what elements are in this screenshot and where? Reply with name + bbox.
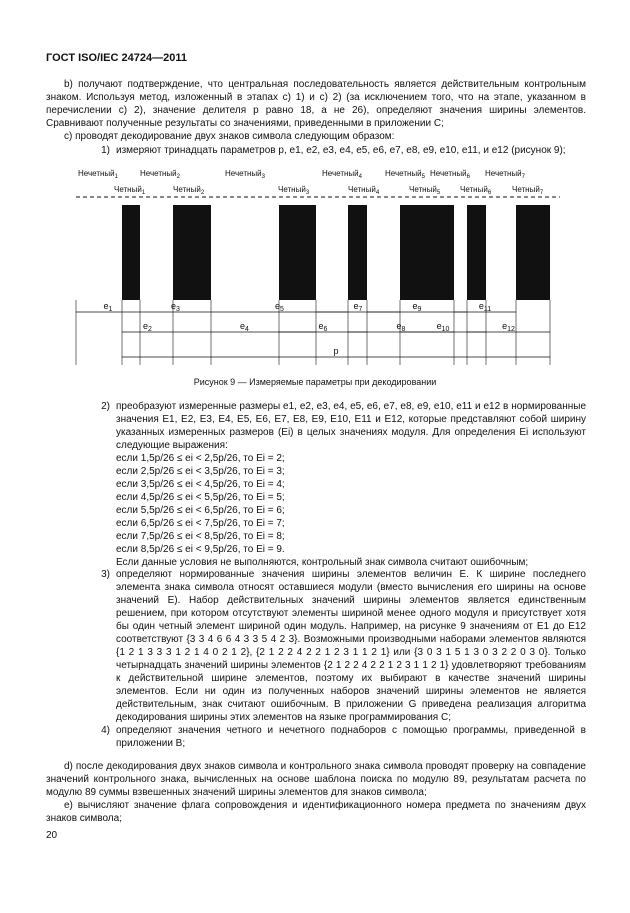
item-number: 1) (101, 145, 110, 156)
dimension-label: $e_7$ (353, 301, 363, 313)
even-label: Четный$_4$ (348, 185, 380, 196)
odd-label: Нечетный$_7$ (485, 169, 525, 180)
bar (279, 205, 316, 300)
dimensions-group (76, 300, 550, 365)
bar (400, 205, 454, 300)
list-item-3 (46, 568, 586, 750)
dimension-label: $e_5$ (275, 301, 284, 313)
even-label: Четный$_1$ (114, 185, 146, 196)
item-number: 2) (101, 401, 110, 412)
condition-line: если 8,5p/26 ≤ ei < 9,5p/26, то Ei = 9. (116, 544, 285, 555)
even-label: Четный$_3$ (278, 185, 310, 196)
figure-caption: Рисунок 9 — Измеряемые параметры при декодировании (193, 377, 437, 387)
dimension-label: $e_3$ (171, 301, 180, 313)
condition-line: если 3,5p/26 ≤ ei < 4,5p/26, то Ei = 4; (116, 479, 285, 490)
dimension-label: $e_6$ (318, 321, 328, 333)
bar (122, 205, 140, 300)
item-text: определяют нормированные значения ширины элементов величин E. К ширине последнего элемента знака символа относят оставшиеся модули (вместо вычисления его ширины на основе значений E). Набор действительных значений ширины элементов является единственным решением, при котором отсутствуют элементы шириной менее одного модуля и присутствует хотя бы один четный элемент шириной один модуль. Например, на рисунке 9 значениям от E1 до E12 соответствуют {3 3 4 6 6 4 3 3 5 4 2 3}. Возможными производными наборами элементов являются {1 2 1 3 3 3 1 2 1 4 0 2 1 2}, {2 1 2 2 4 2 2 1 2 3 1 1 2 1} или {3 0 3 1 5 1 3 0 3 2 2 0 3 0}. Только четырнадцать значений ширины элементов {2 1 2 2 4 2 2 1 2 3 1 1 2 1} удовлетворяют требованиям к действительной ширине элементов, поэтому их выбирают в качестве значений ширины элементов. Если ни один из полученных наборов значений ширины элементов не является действительным, знак считают ошибочным. В приложении G приведена реализация алгоритма декодирования ширины этих элементов на языке программирования C; (116, 569, 586, 723)
condition-line: если 4,5p/26 ≤ ei < 5,5p/26, то Ei = 5; (116, 492, 285, 503)
condition-line: если 5,5p/26 ≤ ei < 6,5p/26, то Ei = 6; (116, 505, 285, 516)
bars-group (76, 197, 560, 300)
dimension-label: $e_1$ (103, 301, 113, 313)
paragraph-c: c) проводят декодирование двух знаков символа следующим образом: (64, 131, 395, 142)
bar (467, 205, 486, 300)
labels-group (78, 169, 544, 196)
even-label: Четный$_6$ (460, 185, 492, 196)
dimension-label: $e_9$ (412, 301, 422, 313)
paragraph-e: e) вычисляют значение флага сопровождения и идентификационного номера предмета по значениям двух знаков символа; (46, 800, 586, 824)
conditions-list (46, 452, 586, 556)
condition-line: если 1,5p/26 ≤ ei < 2,5p/26, то Ei = 2; (116, 453, 285, 464)
bar (173, 205, 211, 300)
item-text: определяют значения четного и нечетного поднаборов с помощью программы, приведенной в приложении B; (116, 725, 586, 749)
item-number: 3) (101, 569, 110, 580)
paragraph-b: b) получают подтверждение, что центральная последовательность является действительным контрольным знаком. Используя метод, изложенный в этапах c) 1) и c) 2) (за исключением того, что на этапе, указанном в перечислении c) 2), значение делителя p равно 18, а не 26), определяют значения ширины элементов. Сравнивают полученные результаты со значениями, приведенными в приложении С; (46, 79, 586, 129)
dimension-label: $e_{12}$ (502, 321, 515, 333)
odd-label: Нечетный$_2$ (140, 169, 180, 180)
dimension-label: $e_8$ (396, 321, 406, 333)
list-item-2 (46, 400, 586, 569)
page-number: 20 (46, 830, 58, 841)
condition-line: если 7,5p/26 ≤ ei < 8,5p/26, то Ei = 8; (116, 531, 285, 542)
odd-label: Нечетный$_1$ (78, 169, 118, 180)
bar (348, 205, 367, 300)
item-text: преобразуют измеренные размеры e1, e2, e3, e4, e5, e6, e7, e8, e9, e10, e11 и e12 в нормированные значения E1, E2, E3, E4, E5, E6, E7, E8, E9, E10, E11 и E12, которые представляют собой ширину указанных измеренных размеров (Ei) в целых значениях модуля. Для определения Ei используют следующие выражения: (116, 401, 586, 451)
odd-label: Нечетный$_5$ (385, 169, 425, 180)
condition-line: если 6,5p/26 ≤ ei < 7,5p/26, то Ei = 7; (116, 518, 285, 529)
paragraph-d: d) после декодирования двух знаков символа и контрольного знака символа проводят проверку на совпадение значений контрольного знака, вычисленных на основе шаблона поиска по модулю 89, результатам расчета по модулю 89 суммы взвешенных значений ширины элементов для знаков символа; (46, 761, 586, 798)
dimension-label: $e_4$ (240, 321, 249, 333)
even-label: Четный$_5$ (409, 185, 441, 196)
odd-label: Нечетный$_3$ (225, 169, 265, 180)
figure-9 (0, 160, 630, 380)
even-label: Четный$_2$ (173, 185, 205, 196)
dimension-label: $e_{11}$ (478, 301, 492, 313)
condition-line: если 2,5p/26 ≤ ei < 3,5p/26, то Ei = 3; (116, 466, 285, 477)
bar (516, 205, 550, 300)
dimension-label: $e_2$ (143, 321, 152, 333)
odd-label: Нечетный$_6$ (430, 169, 470, 180)
item-text: измеряют тринадцать параметров p, e1, e2, e3, e4, e5, e6, e7, e8, e9, e10, e11, и e12 (рисунок 9); (116, 145, 566, 156)
p-label: p (333, 346, 339, 356)
document-header: ГОСТ ISO/IEC 24724—2011 (46, 52, 187, 64)
even-label: Четный$_7$ (512, 185, 544, 196)
odd-label: Нечетный$_4$ (322, 169, 362, 180)
list-item-1 (46, 144, 586, 157)
dimension-label: $e_{10}$ (436, 321, 450, 333)
condition-error: Если данные условия не выполняются, контрольный знак символа считают ошибочным; (116, 557, 529, 568)
item-number: 4) (101, 725, 110, 736)
